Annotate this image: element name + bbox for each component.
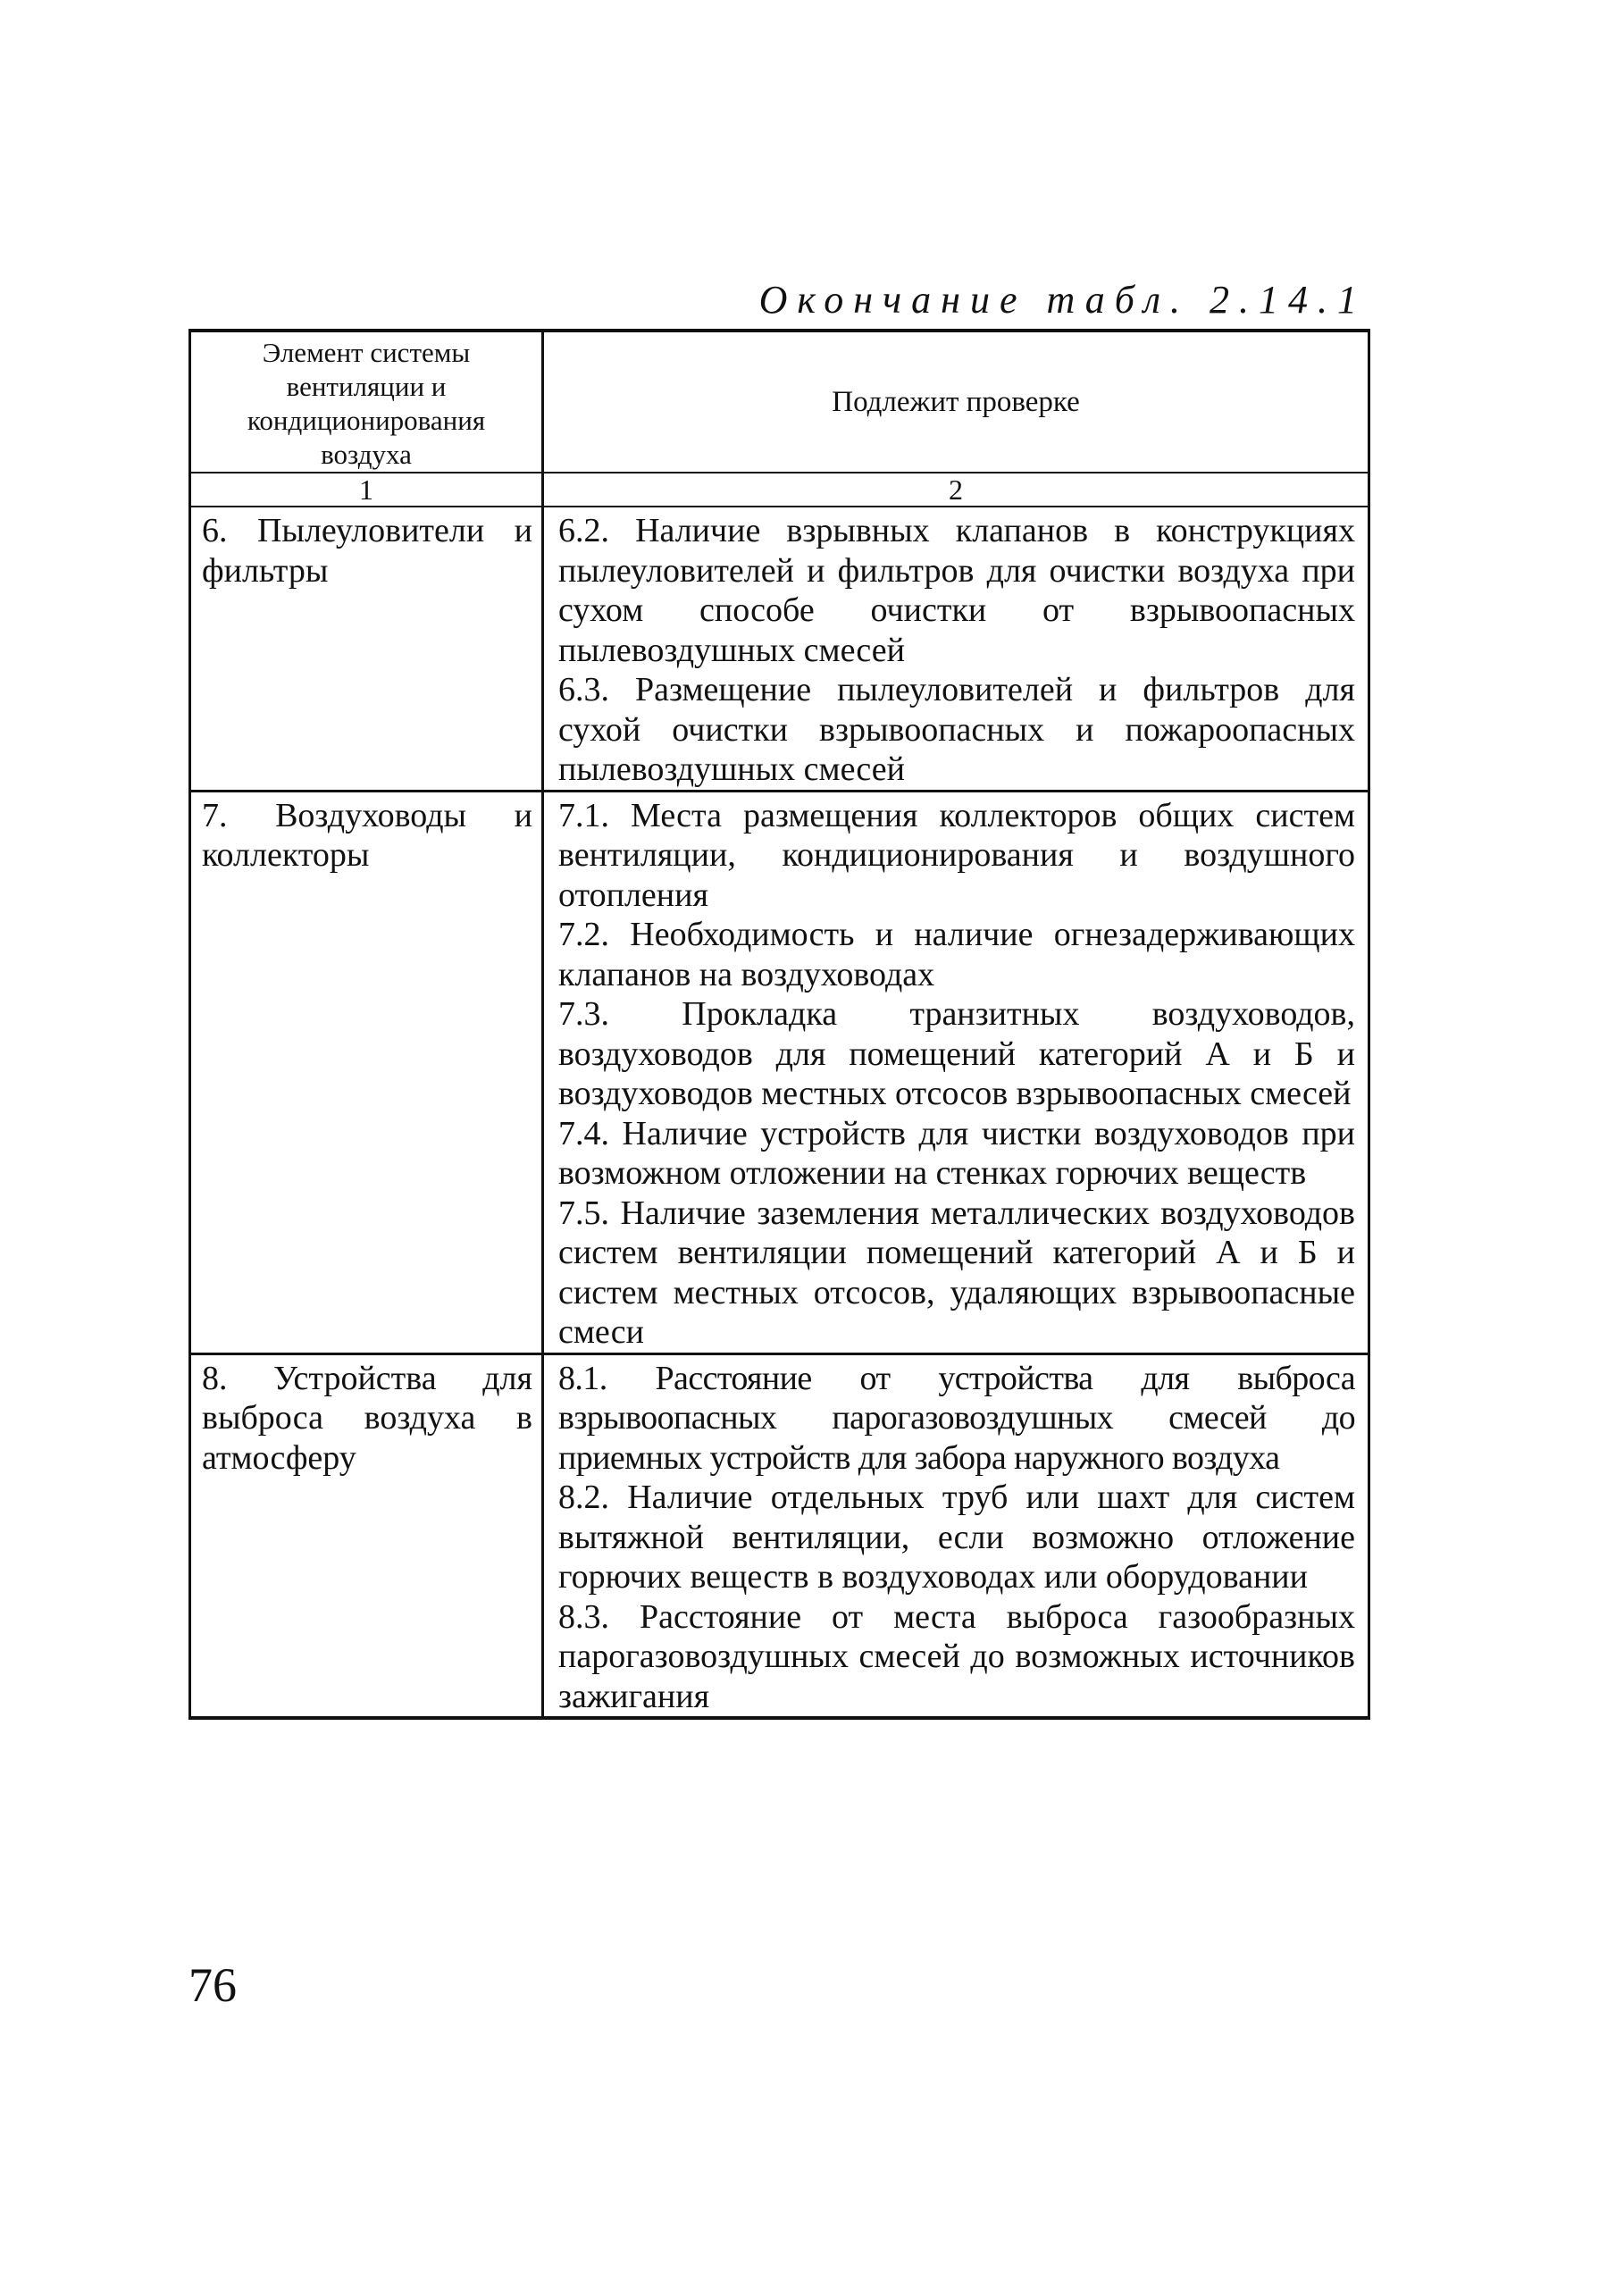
check-item: 7.3. Прокладка транзитных воздуховодов, воздуховодов для помещений категорий А и Б и воздуховодов местных отсосов взрывоопасных смесей bbox=[558, 995, 1355, 1112]
table-row bbox=[190, 1353, 1369, 1718]
element-cell: 7. Воздуховоды и коллекторы bbox=[190, 791, 543, 1353]
header-element-cell: Элемент системы вентиляции и кондиционирования воздуха bbox=[190, 331, 543, 473]
element-cell: 6. Пылеуловители и фильтры bbox=[190, 507, 543, 791]
table-header-row bbox=[190, 331, 1369, 473]
table-row bbox=[190, 507, 1369, 791]
page-number: 76 bbox=[188, 1958, 237, 2012]
check-item: 8.2. Наличие отдельных труб или шахт для систем вытяжной вентиляции, если возможно отложение горючих веществ в воздуховодах или оборудовании bbox=[558, 1479, 1355, 1596]
check-item: 7.5. Наличие заземления металлических воздуховодов систем вентиляции помещений категорий А и Б и систем местных отсосов, удаляющих взрывоопасные смеси bbox=[558, 1194, 1355, 1351]
check-item: 8.1. Расстояние от устройства для выброса взрывоопасных парогазовоздушных смесей до приемных устройств для забора наружного воздуха bbox=[558, 1359, 1355, 1477]
check-item: 7.2. Необходимость и наличие огнезадерживающих клапанов на воздуховодах bbox=[558, 916, 1355, 993]
column-number-row bbox=[190, 473, 1369, 507]
check-item: 8.3. Расстояние от места выброса газообразных парогазовоздушных смесей до возможных источников зажигания bbox=[558, 1597, 1355, 1715]
table-container bbox=[188, 329, 1368, 1720]
checks-cell bbox=[543, 1353, 1369, 1718]
check-item: 7.1. Места размещения коллекторов общих систем вентиляции, кондиционирования и воздушного отопления bbox=[558, 796, 1355, 914]
ventilation-check-table bbox=[188, 329, 1370, 1720]
header-check-cell: Подлежит проверке bbox=[543, 331, 1369, 473]
checks-cell bbox=[543, 507, 1369, 791]
column-number-1: 1 bbox=[190, 473, 543, 507]
element-cell: 8. Устройства для выброса воздуха в атмосферу bbox=[190, 1353, 543, 1718]
check-item: 7.4. Наличие устройств для чистки воздуховодов при возможном отложении на стенках горючих веществ bbox=[558, 1114, 1355, 1192]
column-number-2: 2 bbox=[543, 473, 1369, 507]
check-item: 6.3. Размещение пылеуловителей и фильтров для сухой очистки взрывоопасных и пожароопасных пылевоздушных смесей bbox=[558, 671, 1355, 788]
check-item: 6.2. Наличие взрывных клапанов в конструкциях пылеуловителей и фильтров для очистки воздуха при сухом способе очистки от взрывоопасных пылевоздушных смесей bbox=[558, 512, 1355, 669]
table-row bbox=[190, 791, 1369, 1353]
checks-cell bbox=[543, 791, 1369, 1353]
table-continuation-caption: Окончание табл. 2.14.1 bbox=[758, 278, 1367, 322]
